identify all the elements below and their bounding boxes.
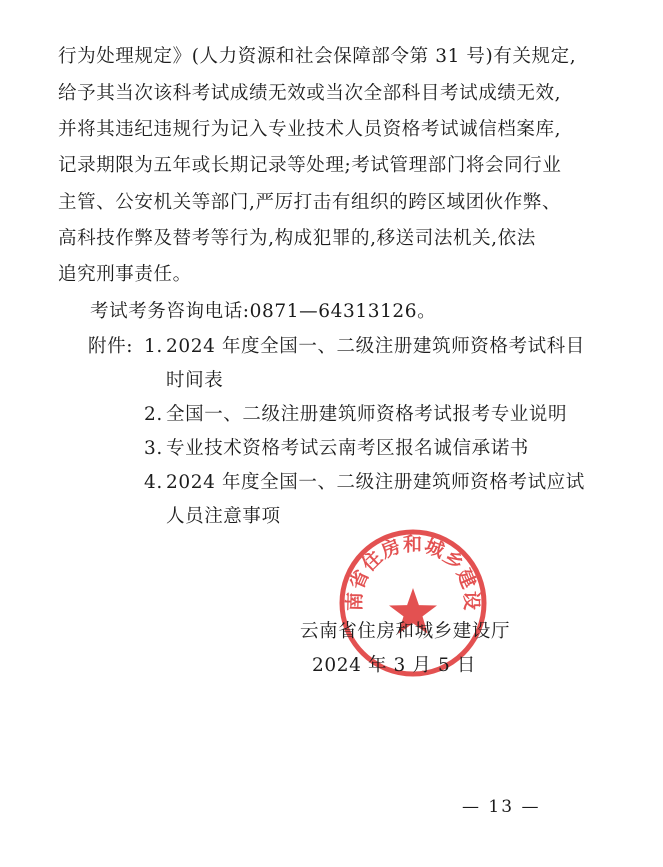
phone-line: 考试考务咨询电话:0871—64313126。	[90, 301, 437, 322]
body-line: 给予其当次该科考试成绩无效或当次全部科目考试成绩无效,	[58, 83, 562, 104]
attachment-item-1-continued: 时间表	[166, 370, 224, 391]
body-line: 行为处理规定》(人力资源和社会保障部令第 31 号)有关规定,	[58, 46, 577, 67]
attachment-number: 3.	[144, 438, 163, 459]
attachment-title: 专业技术资格考试云南考区报名诚信承诺书	[166, 438, 529, 459]
page-number: — 13 —	[462, 797, 541, 817]
issuing-organization: 云南省住房和城乡建设厅	[300, 621, 511, 642]
attachment-number: 2.	[144, 404, 163, 425]
attachments-label: 附件:	[88, 336, 134, 357]
body-line: 追究刑事责任。	[58, 264, 192, 285]
body-line: 主管、公安机关等部门,严厉打击有组织的跨区域团伙作弊、	[58, 192, 562, 213]
body-line: 高科技作弊及替考等行为,构成犯罪的,移送司法机关,依法	[58, 228, 536, 249]
attachment-item-1	[144, 335, 585, 359]
issue-date: 2024 年 3 月 5 日	[312, 655, 476, 676]
attachment-item-3	[144, 437, 529, 461]
attachment-number: 1.	[144, 336, 163, 357]
attachment-item-4-continued: 人员注意事项	[166, 506, 281, 527]
attachment-number: 4.	[144, 472, 163, 493]
attachment-item-4	[144, 471, 585, 495]
attachment-title: 2024 年度全国一、二级注册建筑师资格考试科目	[166, 336, 585, 357]
attachment-item-2	[144, 403, 567, 427]
attachment-title: 2024 年度全国一、二级注册建筑师资格考试应试	[166, 472, 585, 493]
attachment-title: 全国一、二级注册建筑师资格考试报考专业说明	[166, 404, 568, 425]
svg-text:云南省住房和城乡建设厅: 南省住房和城乡建设	[343, 533, 483, 612]
body-line: 记录期限为五年或长期记录等处理;考试管理部门将会同行业	[58, 155, 562, 176]
body-line: 并将其违纪违规行为记入专业技术人员资格考试诚信档案库,	[58, 119, 562, 140]
